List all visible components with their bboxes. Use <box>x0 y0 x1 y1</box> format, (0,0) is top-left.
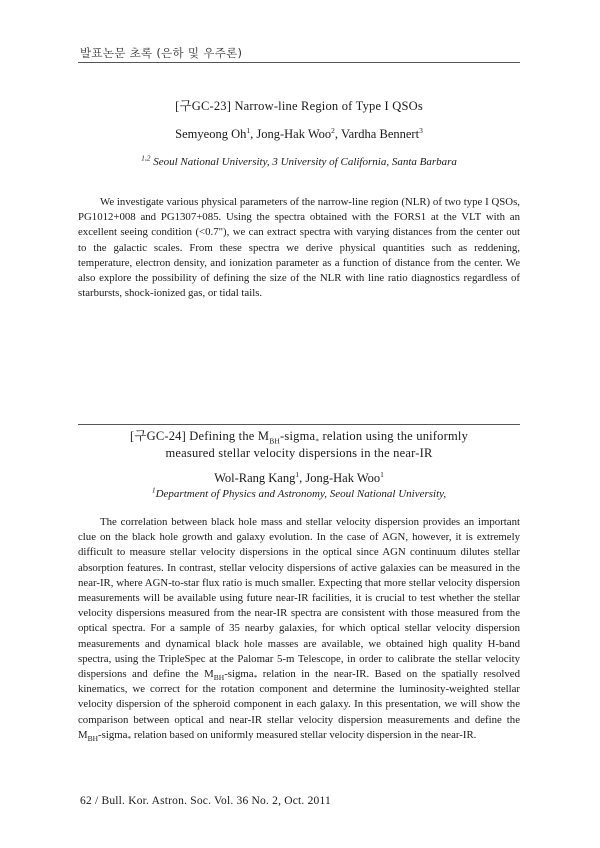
paper2-affiliation <box>78 485 520 500</box>
page-footer: 62 / Bull. Kor. Astron. Soc. Vol. 36 No. 2, Oct. 2011 <box>80 795 331 807</box>
abstract-text: The correlation between black hole mass and stellar velocity dispersion provides an important clue on the black hole growth and galaxy evolution. In the case of AGN, however, it is extremely difficult to measure stellar velocity dispersions in the optical since AGN continuum dilutes stellar absorption features. In contrast, stellar velocity dispersions of active galaxies can be measured in the near-IR, where AGN-to-star flux ratio is much smaller. Expecting that more stellar velocity dispersion measurements will be available using future near-IR facilities, it is crucial to test whether the stellar velocity dispersions measured from the near-IR spectra are consistent with those measured from the optical spectra. For a sample of 35 nearby galaxies, for which optical stellar velocity dispersion measurements and dynamical black hole masses are available, we obtained high quality H-band spectra, using the TripleSpec at the Palomar 5-m Telescope, in order to calibrate the stellar velocity dispersions and define the M <box>78 516 520 681</box>
affil-text: Department of Physics and Astronomy, Seoul National University, <box>155 488 447 500</box>
abstract-sub: * <box>127 734 132 743</box>
paper2-authors: Wol-Rang Kang$^1$, Jong-Hak Woo$^1$ <box>214 469 384 485</box>
section-rule <box>78 424 520 425</box>
abstract-sub: BH <box>213 673 225 683</box>
author-name: Vardha Bennert <box>340 127 420 141</box>
abstract-sub: BH <box>87 734 99 743</box>
title-text: relation using the uniformly <box>319 429 469 443</box>
author-name: Semyeong Oh <box>175 127 247 141</box>
abstract-text: -sigma <box>98 728 128 741</box>
paper1-authors: Semyeong Oh$^1$, Jong-Hak Woo$^2$, Vardha Bennert$^3$ <box>175 125 423 141</box>
author-sup: 1 <box>295 469 300 479</box>
abstract-sub: * <box>253 673 258 683</box>
paper1-title: [구GC-23] Narrow-line Region of Type I QSOs <box>175 99 423 113</box>
abstract-text: relation in the near-IR. Based on the spatially resolved kinematics, we correct for the rotation component and determine the luminosity-weighted stellar velocity dispersion of the spheroid component in each galaxy. In this presentation, we will show the comparison between optical and near-IR stellar velocity dispersion measurements and define the M <box>78 668 521 741</box>
header-rule <box>78 62 520 63</box>
author-name: Jong-Hak Woo <box>305 471 381 485</box>
title-line2: measured stellar velocity dispersions in the near-IR <box>165 446 433 460</box>
running-header: 발표논문 초록 (은하 및 우주론) <box>80 46 243 60</box>
title-text: -sigma <box>280 429 316 443</box>
paper1-abstract: We investigate various physical parameters of the narrow-line region (NLR) of two type I QSOs, PG1012+008 and PG1307+085. Using the spectra obtained with the FORS1 at the VLT with an excellent seeing condition (<0.7"), we can extract spectra with varying distances from the center out to the galactic scales. From these spectra we derive physical quantities such as reddening, temperature, electron density, and ionization parameter as a function of distance from the center. We also explore the possibility of defining the size of the NLR with line ratio diagnostics regardless of starbursts, shock-ionized gas, or tidal tails. <box>78 196 520 300</box>
author-sup: 2 <box>331 125 335 135</box>
title-text: [구GC-24] Defining the M <box>129 429 270 443</box>
author-sup: 1 <box>380 469 384 479</box>
title-sub: * <box>315 436 320 446</box>
affil-text: Seoul National University, 3 University of California, Santa Barbara <box>153 156 457 168</box>
paper2-abstract <box>78 515 520 743</box>
paper1-affiliation <box>78 153 520 168</box>
affil-sup: 1,2 <box>141 153 151 163</box>
abstract-text: -sigma <box>224 668 254 681</box>
author-name: Wol-Rang Kang <box>214 471 296 485</box>
affil-sup: 1 <box>151 485 156 495</box>
author-sup: 3 <box>419 125 423 135</box>
title-sub: BH <box>269 436 281 446</box>
author-sup: 1 <box>246 125 251 135</box>
abstract-text: relation based on uniformly measured stellar velocity dispersion in the near-IR. <box>131 728 477 741</box>
paper2-title <box>78 428 520 462</box>
author-name: Jong-Hak Woo <box>256 127 332 141</box>
